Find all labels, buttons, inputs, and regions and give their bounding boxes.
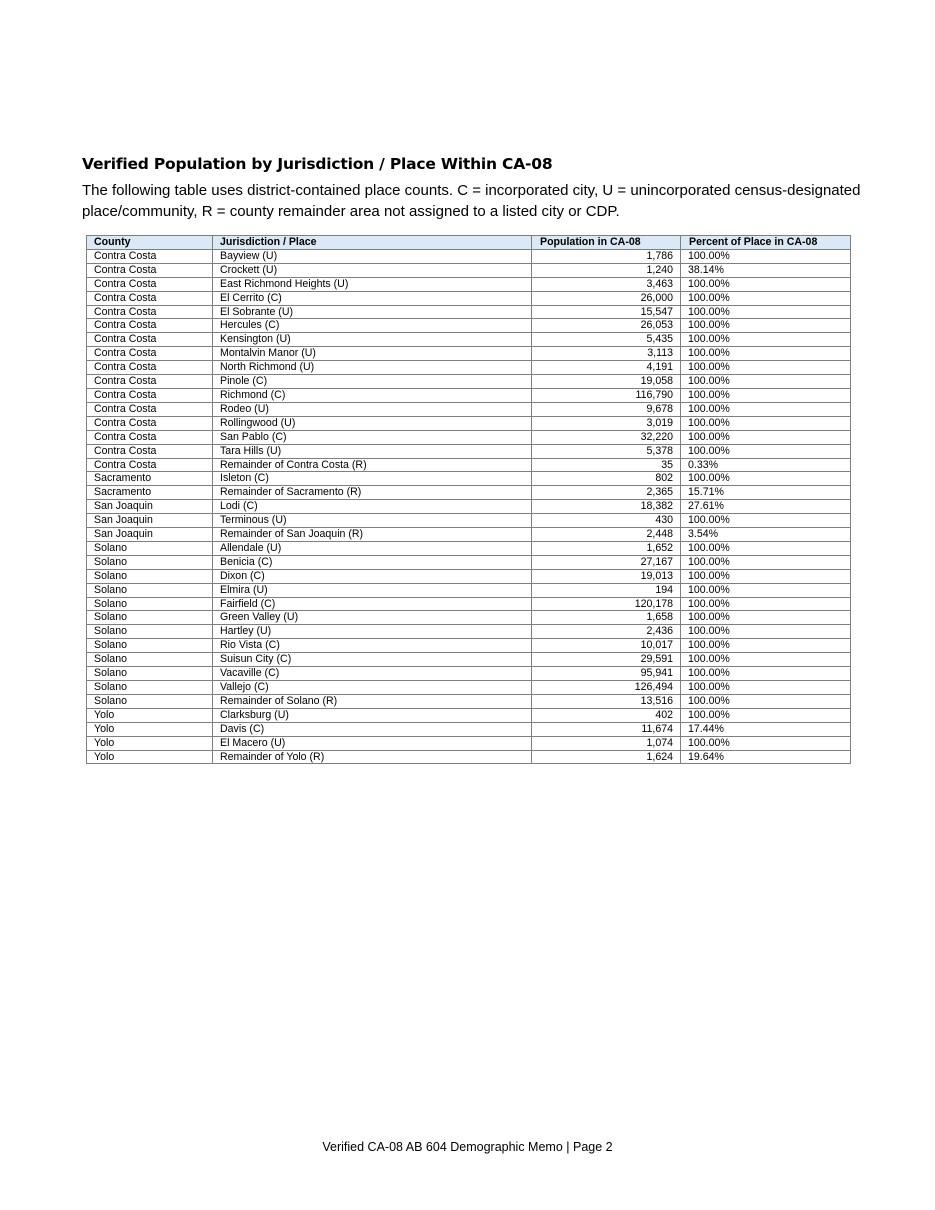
cell-county: Solano xyxy=(87,639,213,653)
cell-percent: 100.00% xyxy=(681,569,851,583)
table-row xyxy=(87,430,851,444)
cell-county: Contra Costa xyxy=(87,333,213,347)
table-row xyxy=(87,486,851,500)
cell-jurisdiction: Remainder of Contra Costa (R) xyxy=(213,458,532,472)
cell-jurisdiction: El Macero (U) xyxy=(213,736,532,750)
table-row xyxy=(87,528,851,542)
cell-population: 3,463 xyxy=(532,277,681,291)
cell-jurisdiction: Clarksburg (U) xyxy=(213,708,532,722)
table-row xyxy=(87,611,851,625)
cell-percent: 100.00% xyxy=(681,416,851,430)
cell-county: Yolo xyxy=(87,722,213,736)
table-row xyxy=(87,305,851,319)
cell-percent: 100.00% xyxy=(681,319,851,333)
table-row xyxy=(87,249,851,263)
cell-population: 15,547 xyxy=(532,305,681,319)
cell-jurisdiction: Isleton (C) xyxy=(213,472,532,486)
cell-percent: 100.00% xyxy=(681,597,851,611)
table-row xyxy=(87,402,851,416)
cell-population: 10,017 xyxy=(532,639,681,653)
cell-jurisdiction: Montalvin Manor (U) xyxy=(213,347,532,361)
cell-population: 5,435 xyxy=(532,333,681,347)
table-header xyxy=(87,236,851,250)
section-title: Verified Population by Jurisdiction / Place Within CA-08 xyxy=(82,155,553,173)
cell-jurisdiction: Kensington (U) xyxy=(213,333,532,347)
population-table xyxy=(86,235,851,764)
table-row xyxy=(87,722,851,736)
cell-population: 13,516 xyxy=(532,694,681,708)
cell-percent: 100.00% xyxy=(681,333,851,347)
cell-jurisdiction: Suisun City (C) xyxy=(213,653,532,667)
table-row xyxy=(87,694,851,708)
table-row xyxy=(87,708,851,722)
table-row xyxy=(87,555,851,569)
table-row xyxy=(87,569,851,583)
table-row xyxy=(87,500,851,514)
cell-jurisdiction: Dixon (C) xyxy=(213,569,532,583)
cell-county: Contra Costa xyxy=(87,430,213,444)
cell-population: 126,494 xyxy=(532,681,681,695)
cell-county: Contra Costa xyxy=(87,444,213,458)
cell-county: Solano xyxy=(87,681,213,695)
intro-paragraph: The following table uses district-contained place counts. C = incorporated city, U = unincorporated census-designated place/community, R = county remainder area not assigned to a listed city or CDP. xyxy=(82,182,861,220)
cell-percent: 100.00% xyxy=(681,625,851,639)
cell-county: Solano xyxy=(87,625,213,639)
cell-population: 1,240 xyxy=(532,263,681,277)
cell-population: 1,624 xyxy=(532,750,681,764)
table-row xyxy=(87,681,851,695)
cell-jurisdiction: Green Valley (U) xyxy=(213,611,532,625)
cell-percent: 100.00% xyxy=(681,347,851,361)
table-row xyxy=(87,541,851,555)
cell-jurisdiction: Crockett (U) xyxy=(213,263,532,277)
cell-population: 29,591 xyxy=(532,653,681,667)
cell-jurisdiction: Hartley (U) xyxy=(213,625,532,639)
cell-percent: 100.00% xyxy=(681,653,851,667)
cell-jurisdiction: Bayview (U) xyxy=(213,249,532,263)
cell-county: Contra Costa xyxy=(87,458,213,472)
cell-county: Yolo xyxy=(87,708,213,722)
cell-population: 1,652 xyxy=(532,541,681,555)
table-body xyxy=(87,249,851,764)
cell-county: Contra Costa xyxy=(87,263,213,277)
cell-population: 1,786 xyxy=(532,249,681,263)
cell-jurisdiction: North Richmond (U) xyxy=(213,361,532,375)
cell-county: Solano xyxy=(87,611,213,625)
cell-jurisdiction: Hercules (C) xyxy=(213,319,532,333)
cell-population: 19,013 xyxy=(532,569,681,583)
cell-percent: 38.14% xyxy=(681,263,851,277)
cell-county: Contra Costa xyxy=(87,347,213,361)
cell-county: Contra Costa xyxy=(87,305,213,319)
cell-percent: 19.64% xyxy=(681,750,851,764)
cell-population: 9,678 xyxy=(532,402,681,416)
cell-county: Contra Costa xyxy=(87,402,213,416)
cell-county: Contra Costa xyxy=(87,291,213,305)
cell-percent: 100.00% xyxy=(681,361,851,375)
cell-county: Contra Costa xyxy=(87,361,213,375)
cell-percent: 100.00% xyxy=(681,430,851,444)
cell-population: 1,074 xyxy=(532,736,681,750)
cell-county: Solano xyxy=(87,541,213,555)
cell-jurisdiction: Rollingwood (U) xyxy=(213,416,532,430)
cell-percent: 100.00% xyxy=(681,541,851,555)
cell-percent: 100.00% xyxy=(681,667,851,681)
cell-county: San Joaquin xyxy=(87,528,213,542)
cell-population: 2,448 xyxy=(532,528,681,542)
cell-county: Solano xyxy=(87,583,213,597)
header-jurisdiction: Jurisdiction / Place xyxy=(213,236,532,250)
cell-population: 2,365 xyxy=(532,486,681,500)
cell-jurisdiction: Benicia (C) xyxy=(213,555,532,569)
cell-jurisdiction: Tara Hills (U) xyxy=(213,444,532,458)
cell-population: 430 xyxy=(532,514,681,528)
cell-jurisdiction: San Pablo (C) xyxy=(213,430,532,444)
cell-jurisdiction: Terminous (U) xyxy=(213,514,532,528)
cell-county: Contra Costa xyxy=(87,416,213,430)
cell-percent: 100.00% xyxy=(681,708,851,722)
cell-population: 26,053 xyxy=(532,319,681,333)
cell-percent: 100.00% xyxy=(681,639,851,653)
cell-percent: 100.00% xyxy=(681,736,851,750)
cell-population: 116,790 xyxy=(532,388,681,402)
table-row xyxy=(87,625,851,639)
table-row xyxy=(87,583,851,597)
cell-population: 27,167 xyxy=(532,555,681,569)
cell-population: 402 xyxy=(532,708,681,722)
cell-jurisdiction: Elmira (U) xyxy=(213,583,532,597)
cell-population: 18,382 xyxy=(532,500,681,514)
cell-county: Solano xyxy=(87,569,213,583)
cell-percent: 17.44% xyxy=(681,722,851,736)
cell-county: Solano xyxy=(87,597,213,611)
cell-percent: 100.00% xyxy=(681,444,851,458)
cell-population: 95,941 xyxy=(532,667,681,681)
table-row xyxy=(87,639,851,653)
header-county: County xyxy=(87,236,213,250)
table-row xyxy=(87,347,851,361)
table-row xyxy=(87,277,851,291)
cell-county: Solano xyxy=(87,653,213,667)
table-row xyxy=(87,416,851,430)
cell-jurisdiction: Remainder of San Joaquin (R) xyxy=(213,528,532,542)
table-row xyxy=(87,458,851,472)
cell-percent: 100.00% xyxy=(681,472,851,486)
cell-jurisdiction: Fairfield (C) xyxy=(213,597,532,611)
cell-percent: 100.00% xyxy=(681,402,851,416)
cell-jurisdiction: Pinole (C) xyxy=(213,375,532,389)
table-row xyxy=(87,736,851,750)
table-row xyxy=(87,375,851,389)
cell-population: 4,191 xyxy=(532,361,681,375)
cell-jurisdiction: El Sobrante (U) xyxy=(213,305,532,319)
cell-population: 194 xyxy=(532,583,681,597)
cell-county: Sacramento xyxy=(87,472,213,486)
cell-jurisdiction: Remainder of Sacramento (R) xyxy=(213,486,532,500)
cell-county: Contra Costa xyxy=(87,277,213,291)
cell-county: San Joaquin xyxy=(87,500,213,514)
cell-percent: 100.00% xyxy=(681,291,851,305)
cell-population: 3,113 xyxy=(532,347,681,361)
cell-percent: 100.00% xyxy=(681,249,851,263)
table-row xyxy=(87,750,851,764)
cell-percent: 100.00% xyxy=(681,305,851,319)
cell-percent: 100.00% xyxy=(681,375,851,389)
cell-population: 1,658 xyxy=(532,611,681,625)
cell-percent: 100.00% xyxy=(681,555,851,569)
table-row xyxy=(87,472,851,486)
cell-population: 35 xyxy=(532,458,681,472)
cell-population: 11,674 xyxy=(532,722,681,736)
cell-population: 2,436 xyxy=(532,625,681,639)
cell-county: Contra Costa xyxy=(87,388,213,402)
cell-county: Solano xyxy=(87,694,213,708)
cell-percent: 3.54% xyxy=(681,528,851,542)
cell-jurisdiction: Davis (C) xyxy=(213,722,532,736)
cell-percent: 100.00% xyxy=(681,611,851,625)
header-population: Population in CA-08 xyxy=(532,236,681,250)
cell-population: 19,058 xyxy=(532,375,681,389)
table-row xyxy=(87,653,851,667)
cell-jurisdiction: Remainder of Yolo (R) xyxy=(213,750,532,764)
cell-county: Contra Costa xyxy=(87,375,213,389)
cell-county: Solano xyxy=(87,555,213,569)
table-row xyxy=(87,319,851,333)
cell-percent: 27.61% xyxy=(681,500,851,514)
cell-county: Sacramento xyxy=(87,486,213,500)
cell-jurisdiction: East Richmond Heights (U) xyxy=(213,277,532,291)
cell-percent: 100.00% xyxy=(681,277,851,291)
table-header-row xyxy=(87,236,851,250)
cell-jurisdiction: Lodi (C) xyxy=(213,500,532,514)
cell-population: 3,019 xyxy=(532,416,681,430)
table-row xyxy=(87,597,851,611)
cell-county: Yolo xyxy=(87,736,213,750)
cell-population: 32,220 xyxy=(532,430,681,444)
cell-jurisdiction: Allendale (U) xyxy=(213,541,532,555)
page-footer: Verified CA-08 AB 604 Demographic Memo | Page 2 xyxy=(322,1140,613,1154)
cell-population: 120,178 xyxy=(532,597,681,611)
cell-population: 5,378 xyxy=(532,444,681,458)
table-row xyxy=(87,333,851,347)
table-row xyxy=(87,514,851,528)
population-table-container xyxy=(86,235,850,764)
cell-percent: 100.00% xyxy=(681,681,851,695)
cell-county: Solano xyxy=(87,667,213,681)
cell-jurisdiction: Vallejo (C) xyxy=(213,681,532,695)
cell-county: Yolo xyxy=(87,750,213,764)
table-row xyxy=(87,361,851,375)
cell-jurisdiction: Vacaville (C) xyxy=(213,667,532,681)
cell-percent: 0.33% xyxy=(681,458,851,472)
cell-population: 802 xyxy=(532,472,681,486)
cell-jurisdiction: Richmond (C) xyxy=(213,388,532,402)
header-percent: Percent of Place in CA-08 xyxy=(681,236,851,250)
table-row xyxy=(87,444,851,458)
table-row xyxy=(87,667,851,681)
cell-jurisdiction: Rio Vista (C) xyxy=(213,639,532,653)
table-row xyxy=(87,263,851,277)
cell-jurisdiction: Remainder of Solano (R) xyxy=(213,694,532,708)
cell-county: Contra Costa xyxy=(87,319,213,333)
cell-county: Contra Costa xyxy=(87,249,213,263)
cell-percent: 100.00% xyxy=(681,583,851,597)
cell-county: San Joaquin xyxy=(87,514,213,528)
cell-jurisdiction: Rodeo (U) xyxy=(213,402,532,416)
cell-jurisdiction: El Cerrito (C) xyxy=(213,291,532,305)
cell-percent: 100.00% xyxy=(681,388,851,402)
cell-percent: 100.00% xyxy=(681,694,851,708)
cell-percent: 100.00% xyxy=(681,514,851,528)
table-row xyxy=(87,291,851,305)
table-row xyxy=(87,388,851,402)
cell-population: 26,000 xyxy=(532,291,681,305)
cell-percent: 15.71% xyxy=(681,486,851,500)
